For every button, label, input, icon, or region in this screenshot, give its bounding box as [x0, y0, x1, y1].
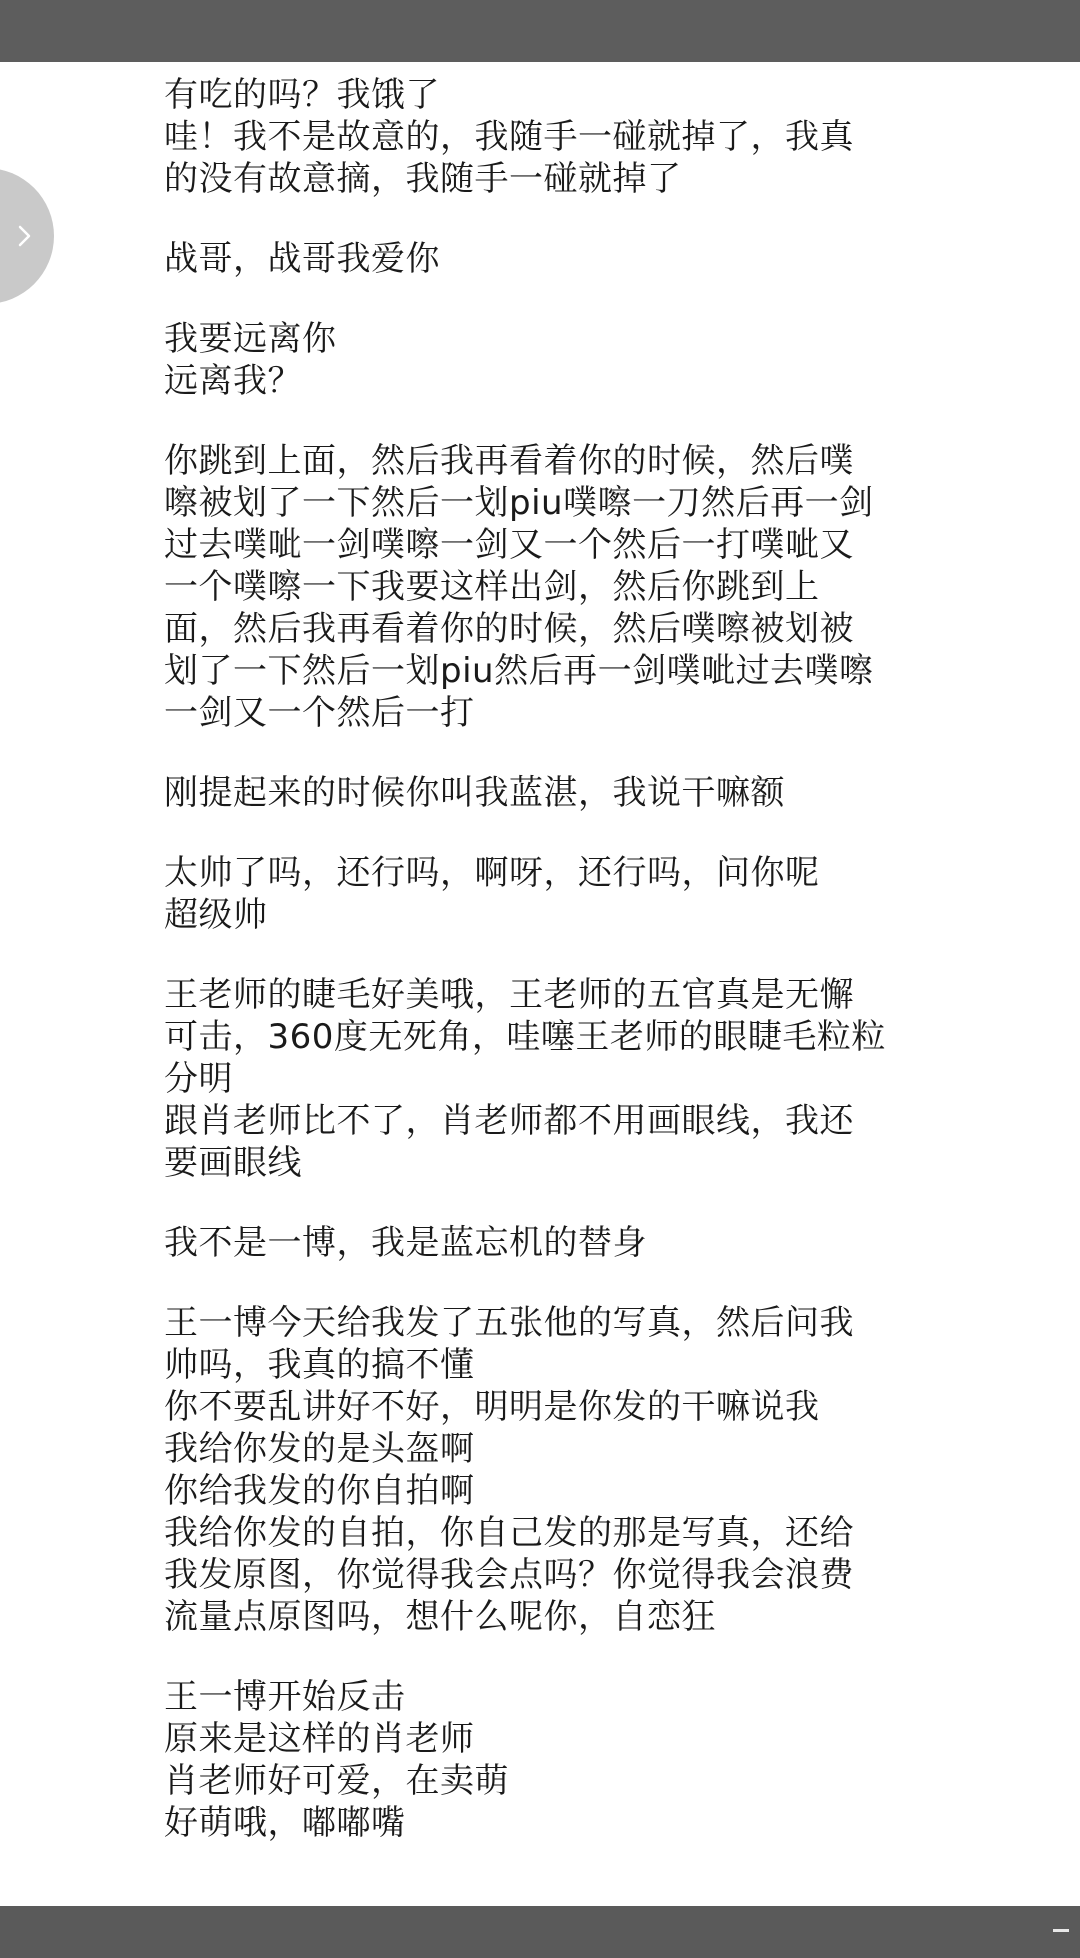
text-line: 有吃的吗？我饿了	[164, 75, 440, 115]
text-line: 你给我发的你自拍啊	[164, 1471, 475, 1511]
text-line: 我给你发的是头盔啊	[164, 1429, 475, 1469]
text-line: 远离我？	[164, 361, 302, 401]
text-line: 肖老师好可爱，在卖萌	[164, 1761, 509, 1801]
paragraph-gap	[164, 1638, 1064, 1676]
paragraph-gap	[164, 734, 1064, 772]
text-line: 我发原图，你觉得我会点吗？你觉得我会浪费	[164, 1555, 854, 1595]
text-line: 王一博今天给我发了五张他的写真，然后问我	[164, 1303, 854, 1343]
bottom-navigation-bar	[0, 1906, 1080, 1958]
text-line: 划了一下然后一划piu然后再一剑噗呲过去噗嚓	[164, 651, 874, 691]
paragraph-gap	[164, 936, 1064, 974]
text-line: 我要远离你	[164, 319, 337, 359]
text-line: 你不要乱讲好不好，明明是你发的干嘛说我	[164, 1387, 820, 1427]
text-line: 王一博开始反击	[164, 1677, 406, 1717]
text-line: 嚓被划了一下然后一划piu噗嚓一刀然后再一剑	[164, 483, 874, 523]
text-line: 战哥，战哥我爱你	[164, 239, 440, 279]
text-line: 一个噗嚓一下我要这样出剑，然后你跳到上	[164, 567, 820, 607]
text-line: 太帅了吗，还行吗，啊呀，还行吗，问你呢	[164, 853, 820, 893]
text-line: 过去噗呲一剑噗嚓一剑又一个然后一打噗呲又	[164, 525, 854, 565]
text-line: 面，然后我再看着你的时候，然后噗嚓被划被	[164, 609, 854, 649]
text-line: 一剑又一个然后一打	[164, 693, 475, 733]
text-line: 王老师的睫毛好美哦，王老师的五官真是无懈	[164, 975, 854, 1015]
home-indicator[interactable]	[1053, 1929, 1069, 1932]
paragraph-gap	[164, 814, 1064, 852]
text-line: 可击，360度无死角，哇噻王老师的眼睫毛粒粒	[164, 1017, 886, 1057]
top-status-bar	[0, 0, 1080, 62]
text-line: 我不是一博，我是蓝忘机的替身	[164, 1223, 647, 1263]
text-line: 我给你发的自拍，你自己发的那是写真，还给	[164, 1513, 854, 1553]
paragraph-gap	[164, 200, 1064, 238]
text-line: 原来是这样的肖老师	[164, 1719, 475, 1759]
paragraph-gap	[164, 280, 1064, 318]
text-line: 要画眼线	[164, 1143, 302, 1183]
text-line: 分明	[164, 1059, 233, 1099]
text-line: 好萌哦，嘟嘟嘴	[164, 1803, 406, 1843]
paragraph-gap	[164, 1264, 1064, 1302]
chevron-right-icon	[18, 225, 32, 247]
text-line: 帅吗，我真的搞不懂	[164, 1345, 475, 1385]
text-line: 哇！我不是故意的，我随手一碰就掉了，我真	[164, 117, 854, 157]
paragraph-gap	[164, 402, 1064, 440]
next-page-button[interactable]	[0, 168, 54, 304]
text-line: 超级帅	[164, 895, 268, 935]
text-line: 流量点原图吗，想什么呢你，自恋狂	[164, 1597, 716, 1637]
text-line: 跟肖老师比不了，肖老师都不用画眼线，我还	[164, 1101, 854, 1141]
transcript-text	[164, 74, 1064, 1844]
text-line: 的没有故意摘，我随手一碰就掉了	[164, 159, 682, 199]
text-line: 刚提起来的时候你叫我蓝湛，我说干嘛额	[164, 773, 785, 813]
paragraph-gap	[164, 1184, 1064, 1222]
text-line: 你跳到上面，然后我再看着你的时候，然后噗	[164, 441, 854, 481]
